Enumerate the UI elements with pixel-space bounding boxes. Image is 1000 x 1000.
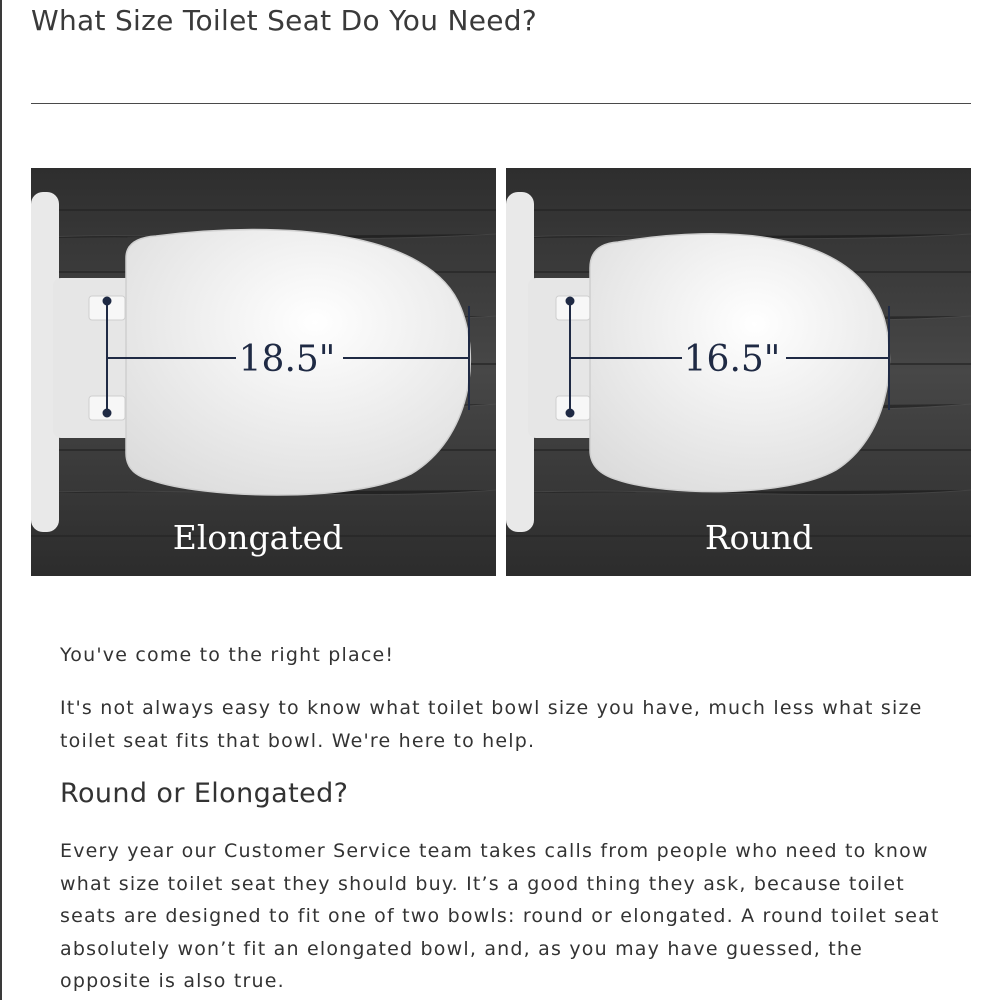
round-label: Round	[704, 518, 814, 557]
left-border	[0, 0, 2, 1000]
elongated-measurement: 18.5"	[238, 339, 336, 380]
title-divider	[31, 103, 971, 104]
elongated-seat-image	[31, 168, 496, 576]
lead-paragraph: It's not always easy to know what toilet bowl size you have, much less what size toilet seat fits that bowl. We're here to help.	[60, 697, 923, 752]
round-seat-image	[506, 168, 971, 576]
round-measurement: 16.5"	[683, 339, 781, 380]
body-paragraph: Every year our Customer Service team takes calls from people who need to know what size toilet seat they should buy. It’s a good thing they ask, because toilet seats are designed to fit one of two bowls: round or elongated. A round toilet seat absolutely won’t fit an elongated bowl, and, as you may have guessed, the opposite is also true.	[60, 840, 940, 992]
intro-paragraph: You've come to the right place!	[60, 644, 395, 666]
elongated-seat-illustration	[31, 168, 496, 576]
elongated-label: Elongated	[172, 518, 344, 557]
section-heading: Round or Elongated?	[60, 778, 349, 809]
page-title: What Size Toilet Seat Do You Need?	[31, 4, 538, 37]
round-seat-illustration	[506, 168, 971, 576]
